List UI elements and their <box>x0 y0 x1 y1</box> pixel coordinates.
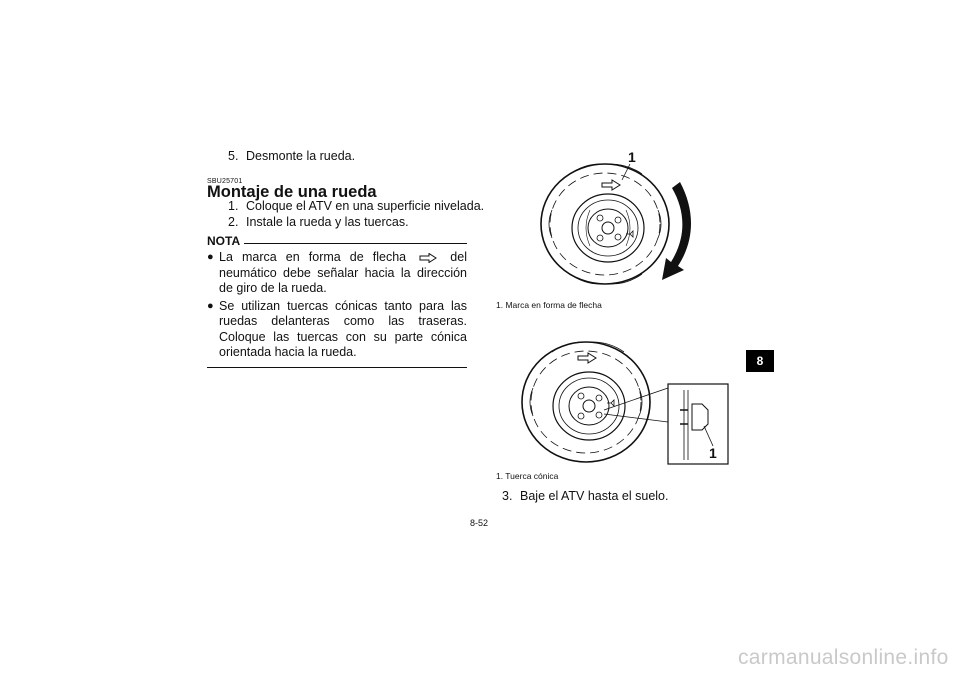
rotation-arrow-icon <box>662 182 691 280</box>
bullet-text: Se utilizan tuercas cónicas tanto para las ruedas delanteras como las traseras. Coloque las tuercas con su parte cónica orientada hacia la rueda. <box>219 298 467 359</box>
tire-arrow-figure <box>530 140 710 300</box>
nota-box <box>207 234 467 368</box>
nota-label: NOTA <box>207 234 241 248</box>
nota-bullet-2 <box>207 299 467 361</box>
figure-caption: 1. Tuerca cónica <box>496 471 559 481</box>
callout-number: 1 <box>709 445 717 461</box>
nota-end-rule <box>207 367 467 368</box>
step-text: Instale la rueda y las tuercas. <box>246 215 409 229</box>
step-text: Baje el ATV hasta el suelo. <box>520 489 669 503</box>
step-2 <box>228 214 409 230</box>
step-text: Desmonte la rueda. <box>246 149 356 163</box>
nota-bullet-1 <box>207 250 467 297</box>
nota-header <box>207 234 467 248</box>
step-number: 1. <box>228 199 239 213</box>
callout-number: 1 <box>628 149 636 165</box>
step-number: 2. <box>228 215 239 229</box>
bullet-text-after: del neumático debe señalar hacia la dirección de giro de la rueda. <box>219 250 467 295</box>
page-number: 8-52 <box>470 518 489 528</box>
step-number: 3. <box>502 489 513 503</box>
figure-caption: 1. Marca en forma de flecha <box>496 300 602 310</box>
chapter-tab: 8 <box>746 350 774 372</box>
tire-nut-figure <box>516 330 742 470</box>
nota-rule <box>244 243 467 244</box>
step-1 <box>228 198 484 214</box>
bullet-dot-icon: ● <box>207 299 214 312</box>
step-text: Coloque el ATV en una superficie nivelada. <box>246 199 485 213</box>
section-heading: Montaje de una rueda <box>207 183 377 201</box>
arrow-mark-icon <box>419 253 437 263</box>
bullet-text-before: La marca en forma de flecha <box>219 250 407 264</box>
step-5 <box>228 148 355 164</box>
watermark: carmanualsonline.info <box>738 646 949 669</box>
step-3 <box>502 488 668 504</box>
bullet-dot-icon: ● <box>207 251 214 263</box>
section-code: SBU25701 <box>207 178 243 185</box>
step-number: 5. <box>228 149 239 163</box>
